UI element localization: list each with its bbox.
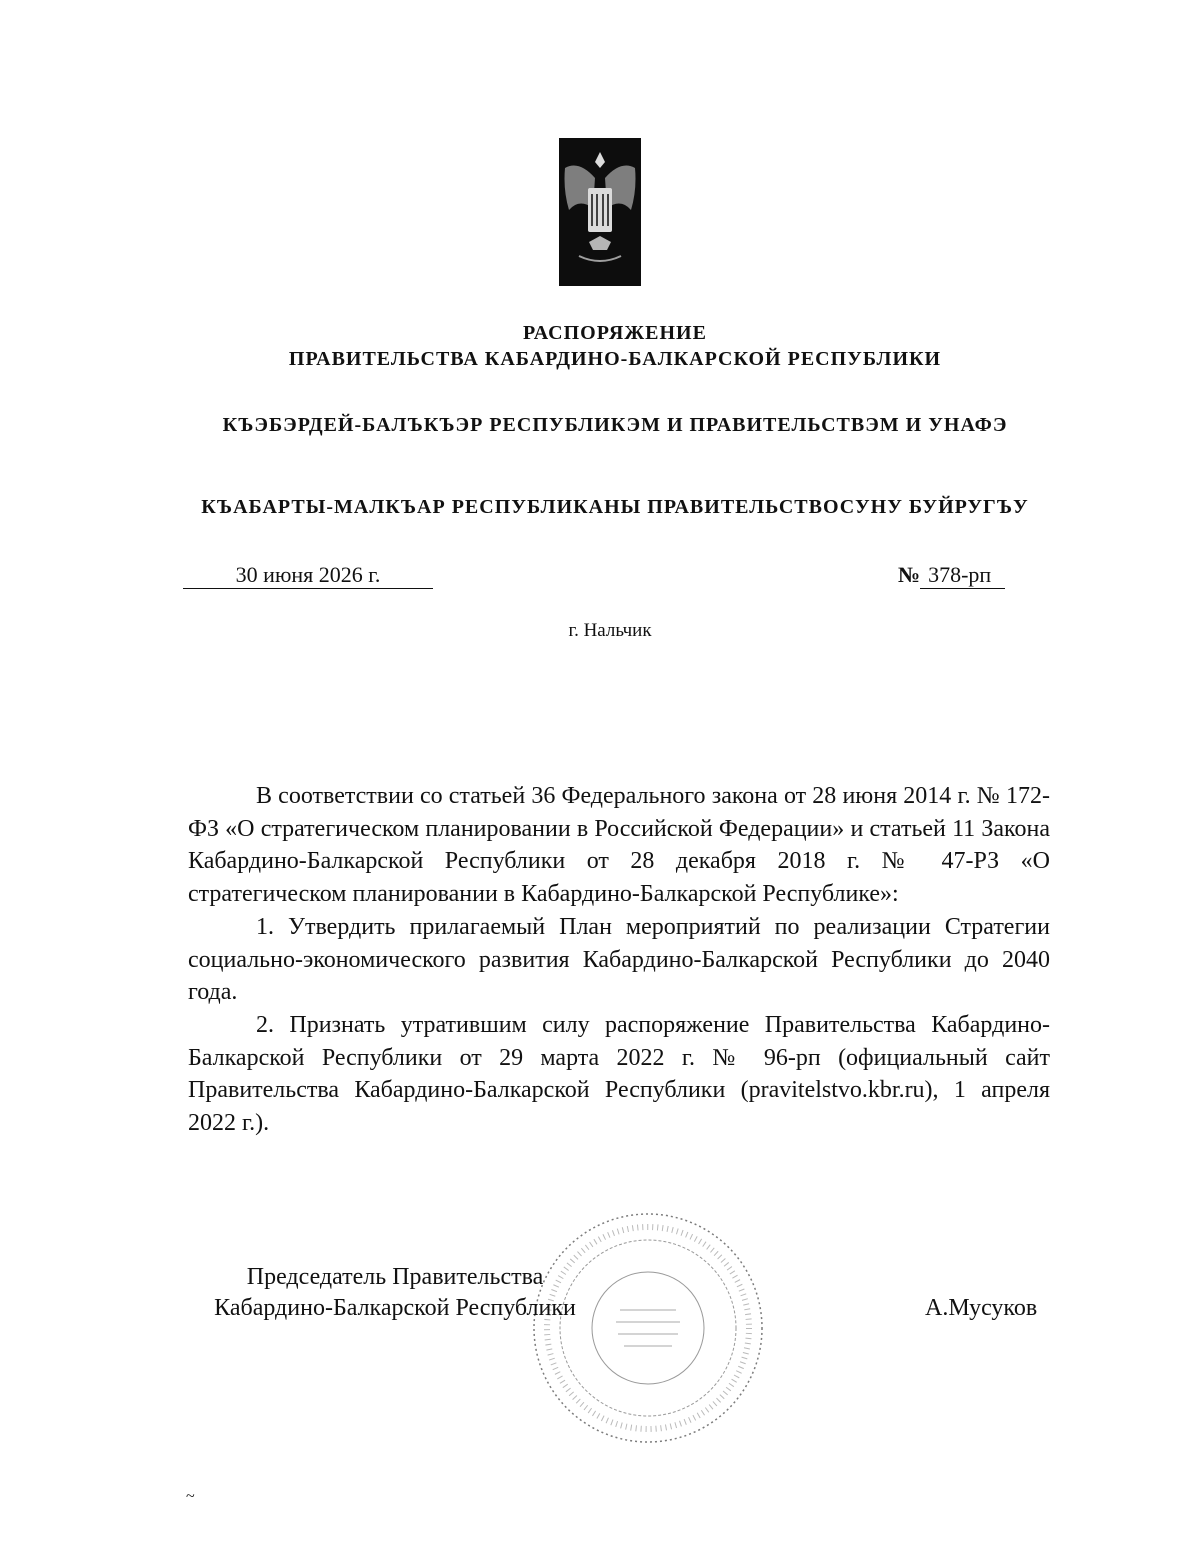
body-paragraph-preamble: В соответствии со статьей 36 Федерального закона от 28 июня 2014 г. № 172-ФЗ «О стратегическом планировании в Российской Федерации» и статьей 11 Закона Кабардино-Балкарской Республики от 28 декабря 2018 г. № 47-РЗ «О стратегическом планировании в Кабардино-Балкарской Республике»: — [188, 783, 1050, 908]
official-seal-stamp — [530, 1210, 766, 1446]
heading-balkar: КЪАБАРТЫ-МАЛКЪАР РЕСПУБЛИКАНЫ ПРАВИТЕЛЬСТВОСУНУ БУЙРУГЪУ — [201, 496, 1029, 518]
coat-of-arms-emblem — [559, 138, 641, 286]
heading-line-order: РАСПОРЯЖЕНИЕ — [523, 322, 707, 344]
document-city: г. Нальчик — [568, 620, 652, 641]
signatory-title-line1: Председатель Правительства — [246, 1264, 544, 1290]
document-date: 30 июня 2026 г. — [183, 562, 433, 589]
heading-kabardian: КЪЭБЭРДЕЙ-БАЛЪКЪЭР РЕСПУБЛИКЭМ И ПРАВИТЕЛЬСТВЭМ И УНАФЭ — [222, 414, 1008, 436]
document-body — [188, 780, 1050, 1140]
document-type-heading — [180, 320, 1050, 372]
heading-line-government: ПРАВИТЕЛЬСТВА КАБАРДИНО-БАЛКАРСКОЙ РЕСПУБЛИКИ — [288, 348, 942, 370]
signatory-name: А.Мусуков — [925, 1295, 1038, 1321]
number-sign: № — [898, 562, 921, 587]
signatory-title — [185, 1262, 605, 1324]
body-paragraph-item-1: 1. Утвердить прилагаемый План мероприятий по реализации Стратегии социально-экономического развития Кабардино-Балкарской Республики до 2040 года. — [188, 913, 1050, 1006]
number-value: 378-рп — [920, 562, 1005, 589]
body-paragraph-item-2: 2. Признать утратившим силу распоряжение Правительства Кабардино-Балкарской Республики от 29 марта 2022 г. № 96-рп (официальный сайт Правительства Кабардино-Балкарской Республики (pravitelstvo.kbr.ru), 1 апреля 2022 г.). — [188, 1011, 1050, 1137]
footer-mark: ~ — [186, 1488, 195, 1505]
signatory-title-line2: Кабардино-Балкарской Республики — [214, 1295, 576, 1321]
document-number — [898, 562, 1005, 589]
